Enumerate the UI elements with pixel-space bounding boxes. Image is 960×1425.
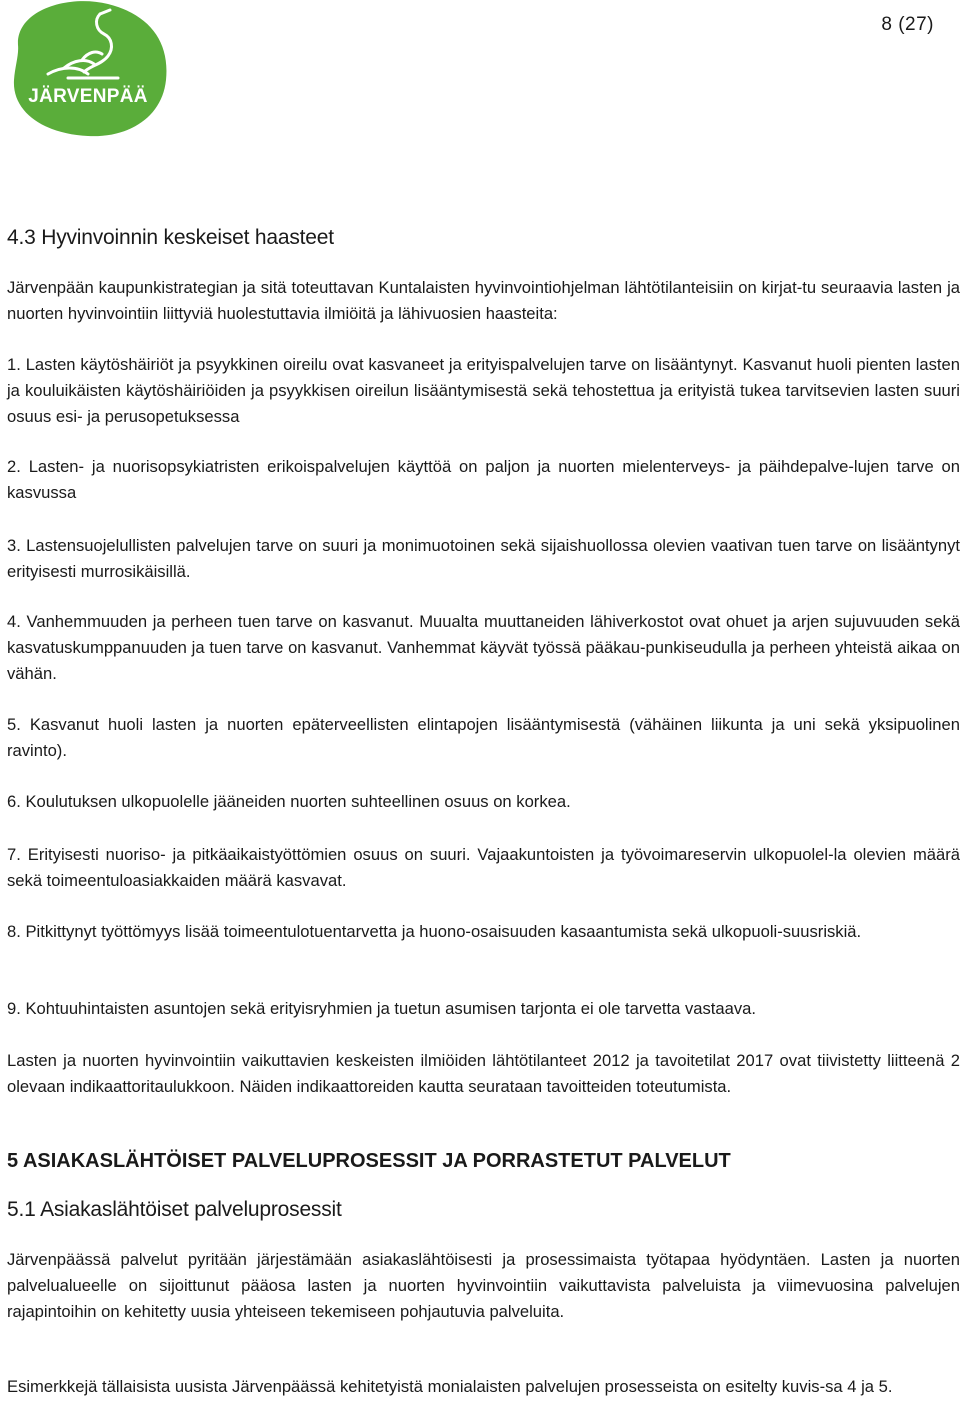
page-number: 8 (27) — [881, 14, 934, 35]
list-item-9 — [7, 996, 960, 1022]
section-heading-5-1: 5.1 Asiakaslähtöiset palveluprosessit — [7, 1198, 342, 1221]
list-item-number: 3. — [7, 536, 21, 555]
list-item-text: Erityisesti nuoriso- ja pitkäaikaistyöttömien osuus on suuri. Vajaakuntoisten ja työvoimareservin ulkopuolel-la olevien määrä sekä toimeentuloasiakkaiden määrä kasvavat. — [7, 845, 960, 890]
list-item-number: 9. — [7, 999, 21, 1018]
logo-text: JÄRVENPÄÄ — [28, 86, 148, 107]
list-item-5 — [7, 712, 960, 764]
intro-paragraph: Järvenpään kaupunkistrategian ja sitä toteuttavan Kuntalaisten hyvinvointiohjelman lähtötilanteisiin on kirjat-tu seuraavia lasten ja nuorten hyvinvointiin liittyviä huolestuttavia ilmiöitä ja lähivuosien haasteita: — [7, 278, 960, 323]
section-heading-4-3: 4.3 Hyvinvoinnin keskeiset haasteet — [7, 226, 334, 249]
list-item-3 — [7, 533, 960, 585]
paragraph-5-1-b: Esimerkkejä tällaisista uusista Järvenpäässä kehitetyistä monialaisten palvelujen prosesseista on esitelty kuvis-sa 4 ja 5. — [7, 1377, 893, 1396]
jarvenpaa-logo — [8, 0, 168, 140]
paragraph-5-1-a: Järvenpäässä palvelut pyritään järjestämään asiakaslähtöisesti ja prosessimaista työtapaa hyödyntäen. Lasten ja nuorten palvelualueelle on sijoittunut pääosa lasten ja nuorten hyvinvointiin vaikuttavista palveluista ja viimevuosina palvelujen rajapintoihin on kehitetty uusia yhteiseen tekemiseen pohjautuvia palveluita. — [7, 1250, 960, 1321]
section-heading-5: 5 ASIAKASLÄHTÖISET PALVELUPROSESSIT JA PORRASTETUT PALVELUT — [7, 1150, 731, 1172]
list-item-number: 4. — [7, 612, 21, 631]
list-item-1 — [7, 352, 960, 430]
list-item-number: 7. — [7, 845, 21, 864]
list-item-7 — [7, 842, 960, 894]
list-item-text: Koulutuksen ulkopuolelle jääneiden nuorten suhteellinen osuus on korkea. — [25, 792, 571, 811]
list-item-text: Pitkittynyt työttömyys lisää toimeentulotuentarvetta ja huono-osaisuuden kasaantumista sekä ulkopuoli-suusriskiä. — [25, 922, 862, 941]
list-item-number: 8. — [7, 922, 21, 941]
list-item-number: 1. — [7, 355, 21, 374]
list-item-4 — [7, 609, 960, 687]
list-item-text: Vanhemmuuden ja perheen tuen tarve on kasvanut. Muualta muuttaneiden lähiverkostot ovat ohuet ja arjen sujuvuuden sekä kasvatuskumppanuuden ja tuen tarve on kasvanut. Vanhemmat käyvät työssä pääkau-punkiseudulla ja perheen yhteistä aikaa on vähän. — [7, 612, 960, 683]
list-item-8 — [7, 919, 960, 945]
logo-shape — [8, 0, 168, 140]
list-item-number: 6. — [7, 792, 21, 811]
list-item-number: 2. — [7, 457, 21, 476]
list-item-text: Kohtuuhintaisten asuntojen sekä erityisryhmien ja tuetun asumisen tarjonta ei ole tarvetta vastaava. — [25, 999, 757, 1018]
list-item-text: Lasten käytöshäiriöt ja psyykkinen oireilu ovat kasvaneet ja erityispalvelujen tarve on lisääntynyt. Kasvanut huoli pienten lasten ja kouluikäisten käytöshäiriöiden ja psyykkisen oireilun lisääntymisestä sekä tehostettua ja erityistä tukea tarvitsevien lasten suuri osuus esi- ja perusopetuksessa — [7, 355, 960, 426]
list-item-number: 5. — [7, 715, 21, 734]
closing-paragraph: Lasten ja nuorten hyvinvointiin vaikuttavien keskeisten ilmiöiden lähtötilanteet 2012 ja tavoitetilat 2017 ovat tiivistetty liitteenä 2 olevaan indikaattoritaulukkoon. Näiden indikaattoreiden kautta seurataan tavoitteiden toteutumista. — [7, 1051, 960, 1096]
list-item-text: Lasten- ja nuorisopsykiatristen erikoispalvelujen käyttöä on paljon ja nuorten mielenterveys- ja päihdepalve-lujen tarve on kasvussa — [7, 457, 960, 502]
list-item-text: Lastensuojelullisten palvelujen tarve on suuri ja monimuotoinen sekä sijaishuollossa olevien vaativan tuen tarve on lisääntynyt erityisesti murrosikäisillä. — [7, 536, 960, 581]
list-item-text: Kasvanut huoli lasten ja nuorten epäterveellisten elintapojen lisääntymisestä (vähäinen liikunta ja uni sekä yksipuolinen ravinto). — [7, 715, 960, 760]
list-item-2 — [7, 454, 960, 506]
list-item-6 — [7, 789, 960, 815]
